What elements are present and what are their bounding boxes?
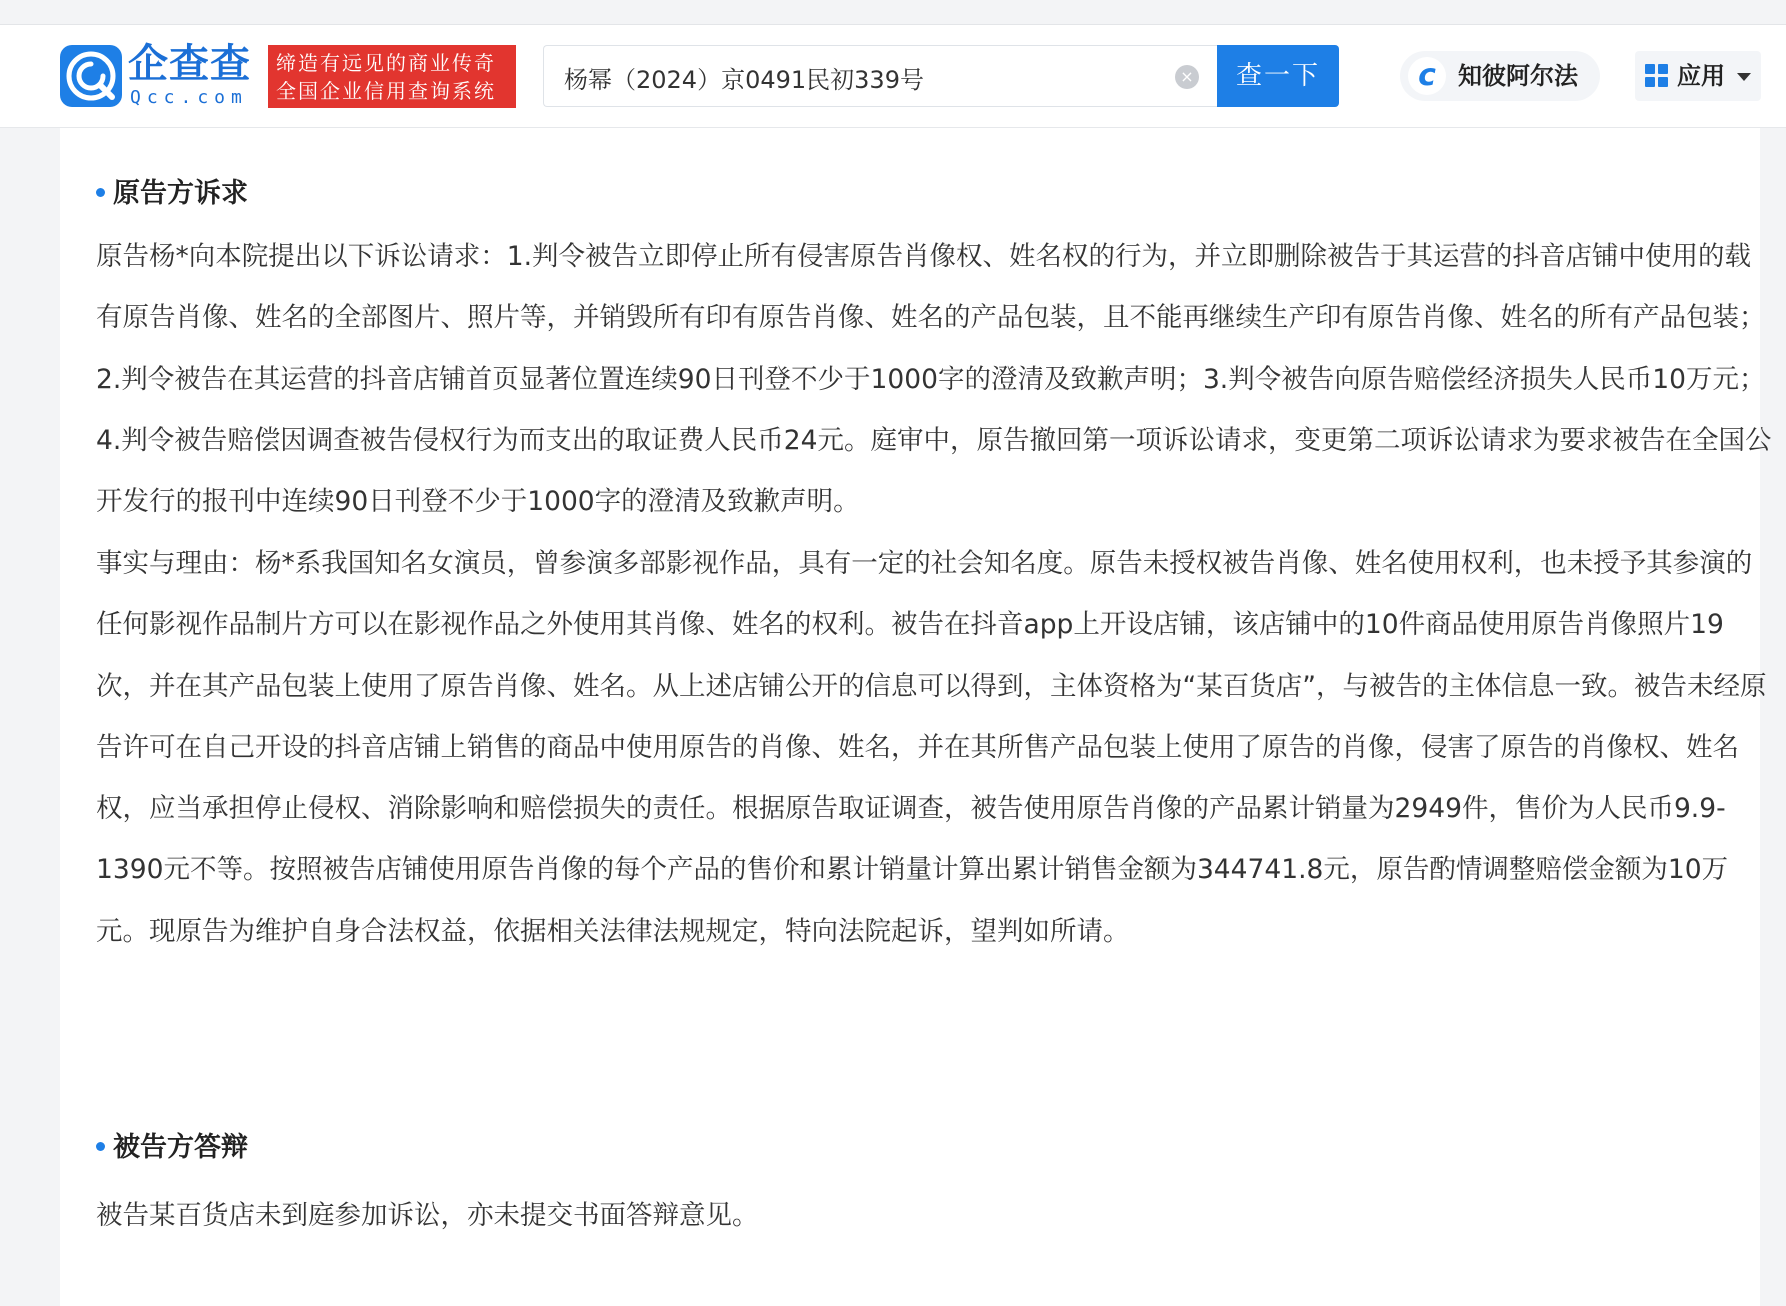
browser-top-strip (0, 0, 1786, 25)
judgment-content (60, 128, 1772, 1306)
qcc-logo-icon[interactable] (60, 45, 122, 107)
section-title-text: 原告方诉求 (113, 178, 248, 209)
slogan-line-1: 缔造有远见的商业传奇 (276, 51, 496, 75)
zbaf-icon: c (1408, 57, 1446, 95)
zbaf-label: 知彼阿尔法 (1458, 62, 1578, 90)
logo-name[interactable]: 企查查 (128, 41, 251, 87)
zbaf-button[interactable] (1400, 51, 1600, 101)
plaintiff-facts: 事实与理由：杨*系我国知名女演员，曾参演多部影视作品，具有一定的社会知名度。原告未授权被告肖像、姓名使用权利，也未授予其参演的任何影视作品制片方可以在影视作品之外使用其肖像、姓名的权利。被告在抖音app上开设店铺，该店铺中的10件商品使用原告肖像照片19次，并在其产品包装上使用了原告肖像、姓名。从上述店铺公开的信息可以得到，主体资格为“某百货店”，与被告的主体信息一致。被告未经原告许可在自己开设的抖音店铺上销售的商品中使用原告的肖像、姓名，并在其所售产品包装上使用了原告的肖像，侵害了原告的肖像权、姓名权，应当承担停止侵权、消除影响和赔偿损失的责任。根据原告取证调查，被告使用原告肖像的产品累计销量为2949件，售价为人民币9.9-1390元不等。按照被告店铺使用原告肖像的每个产品的售价和累计销量计算出累计销售金额为344741.8元，原告酌情调整赔偿金额为10万元。现原告为维护自身合法权益，依据相关法律法规规定，特向法院起诉，望判如所请。 (96, 548, 1767, 947)
site-header (0, 25, 1786, 128)
bullet-dot (96, 188, 105, 197)
apps-grid-icon (1645, 64, 1669, 88)
search-button[interactable]: 查一下 (1217, 45, 1339, 107)
section-title-defendant (96, 1128, 248, 1168)
bullet-dot (96, 1142, 105, 1151)
section-title-text: 被告方答辩 (113, 1132, 248, 1163)
clear-icon[interactable]: × (1175, 65, 1199, 89)
search-input[interactable] (562, 46, 1126, 108)
section-title-plaintiff (96, 174, 248, 214)
defendant-reply: 被告某百货店未到庭参加诉讼，亦未提交书面答辩意见。 (96, 1200, 759, 1231)
plaintiff-claims: 原告杨*向本院提出以下诉讼请求：1.判令被告立即停止所有侵害原告肖像权、姓名权的行为，并立即删除被告于其运营的抖音店铺中使用的载有原告肖像、姓名的全部图片、照片等，并销毁所有印有原告肖像、姓名的产品包装，且不能再继续生产印有原告肖像、姓名的所有产品包装；2.判令被告在其运营的抖音店铺首页显著位置连续90日刊登不少于1000字的澄清及致歉声明；3.判令被告向原告赔偿经济损失人民币10万元；4.判令被告赔偿因调查被告侵权行为而支出的取证费人民币24元。庭审中，原告撤回第一项诉讼请求，变更第二项诉讼请求为要求被告在全国公开发行的报刊中连续90日刊登不少于1000字的澄清及致歉声明。 (96, 241, 1772, 518)
slogan-line-2: 全国企业信用查询系统 (276, 79, 496, 103)
apps-label: 应用 (1677, 62, 1725, 90)
logo-domain: Qcc.com (130, 87, 248, 108)
apps-menu-button[interactable] (1635, 51, 1761, 101)
search-box (543, 45, 1217, 107)
slogan-banner (268, 45, 516, 108)
caret-down-icon (1737, 73, 1751, 81)
